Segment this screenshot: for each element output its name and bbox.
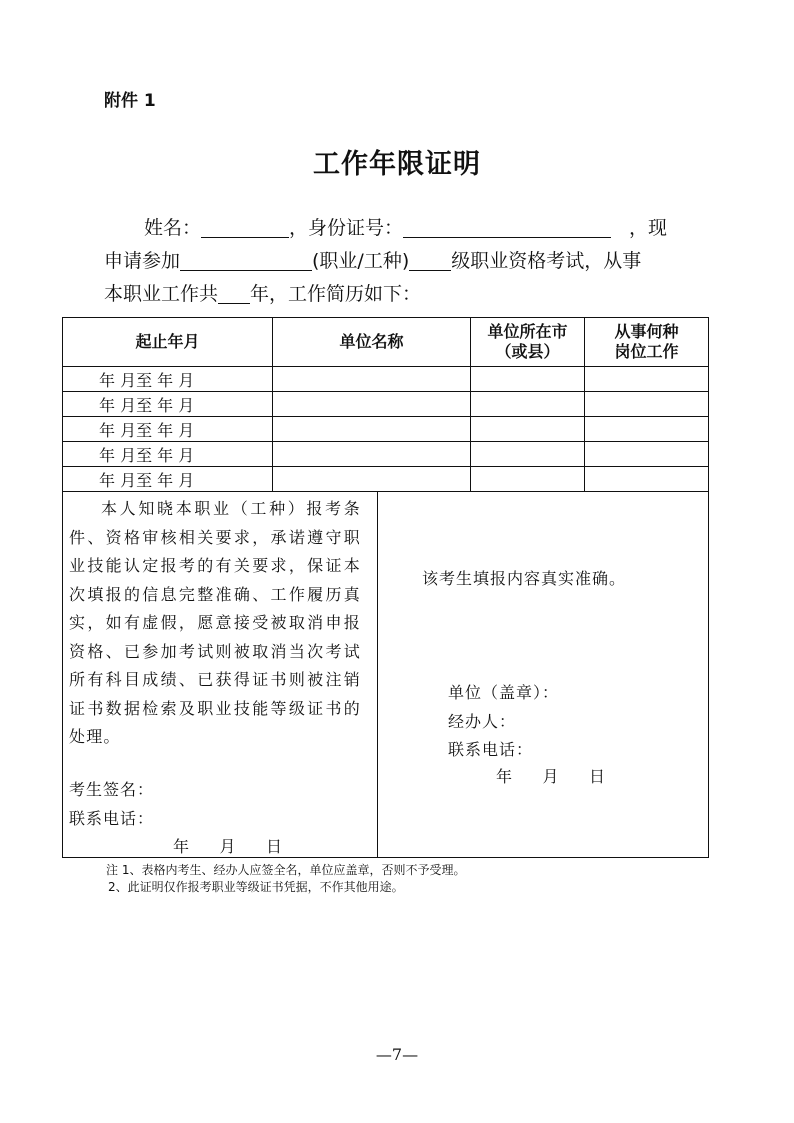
declaration-text: 本人知晓本职业（工种）报考条件、资格审核相关要求，承诺遵守职业技能认定报考的有关要求，保证本次填报的信息完整准确、工作履历真实，如有虚假，愿意接受被取消申报资格、已参加考试则被取消当次考试所有科目成绩、已获得证书则被注销证书数据检索及职业技能等级证书的处理。 [69,499,361,746]
unit-name-cell[interactable] [273,367,471,392]
name-blank[interactable] [201,215,289,238]
header-period: 起止年月 [63,318,273,367]
employer-handler-label[interactable]: 经办人： [448,712,517,731]
level-text: 级职业资格考试，从事 [451,250,642,272]
header-unit-name: 单位名称 [273,318,471,367]
candidate-signature-label[interactable]: 考生签名： [69,780,155,799]
unit-city-cell[interactable] [471,442,585,467]
unit-name-cell[interactable] [273,442,471,467]
period-cell[interactable]: 年 月至 年 月 [63,367,273,392]
candidate-declaration-cell [63,492,378,858]
unit-city-cell[interactable] [471,417,585,442]
paragraph-line-2 [104,245,696,277]
attachment-label: 附件 1 [104,91,156,111]
period-cell[interactable]: 年 月至 年 月 [63,417,273,442]
page-title: 工作年限证明 [313,149,481,180]
id-number-blank[interactable] [403,215,611,238]
occupation-label: (职业/工种) [312,250,410,272]
years-prefix: 本职业工作共 [104,283,219,305]
table-row [63,467,709,492]
unit-city-cell[interactable] [471,467,585,492]
paragraph-line-3 [104,278,696,310]
page-number: —7— [375,1045,419,1064]
apply-prefix: 申请参加 [104,250,181,272]
level-blank[interactable] [409,248,451,271]
table-row [63,417,709,442]
declaration-row [63,492,709,858]
unit-city-cell[interactable] [471,367,585,392]
name-label: 姓名： [144,217,202,239]
table-row [63,442,709,467]
unit-name-cell[interactable] [273,417,471,442]
employer-date[interactable]: 年 月 日 [496,767,606,786]
table-row [63,392,709,417]
position-cell[interactable] [585,417,709,442]
period-cell[interactable]: 年 月至 年 月 [63,467,273,492]
employer-seal-label[interactable]: 单位（盖章）： [448,683,560,702]
id-label: ，身份证号： [289,217,404,239]
work-history-table [62,317,709,858]
position-cell[interactable] [585,442,709,467]
unit-city-cell[interactable] [471,392,585,417]
table-header-row [63,318,709,367]
unit-name-cell[interactable] [273,467,471,492]
period-cell[interactable]: 年 月至 年 月 [63,392,273,417]
unit-name-cell[interactable] [273,392,471,417]
table-row [63,367,709,392]
note-1: 注 1、表格内考生、经办人应签全名，单位应盖章，否则不予受理。 [106,863,466,877]
period-cell[interactable]: 年 月至 年 月 [63,442,273,467]
years-suffix: 年，工作简历如下： [250,283,422,305]
note-2: 2、此证明仅作报考职业等级证书凭据，不作其他用途。 [108,880,404,894]
occupation-blank[interactable] [180,248,312,271]
years-blank[interactable] [218,281,250,304]
employer-confirm-text: 该考生填报内容真实准确。 [422,569,627,588]
employer-confirmation-cell [378,492,709,858]
line1-end: ，现 [629,217,668,239]
employer-phone-label[interactable]: 联系电话： [448,740,534,759]
position-cell[interactable] [585,467,709,492]
candidate-phone-label[interactable]: 联系电话： [69,809,155,828]
header-unit-city: 单位所在市 （或县） [471,318,585,367]
paragraph-line-1 [104,212,696,244]
position-cell[interactable] [585,367,709,392]
header-position: 从事何种 岗位工作 [585,318,709,367]
candidate-date[interactable]: 年 月 日 [173,837,283,856]
position-cell[interactable] [585,392,709,417]
